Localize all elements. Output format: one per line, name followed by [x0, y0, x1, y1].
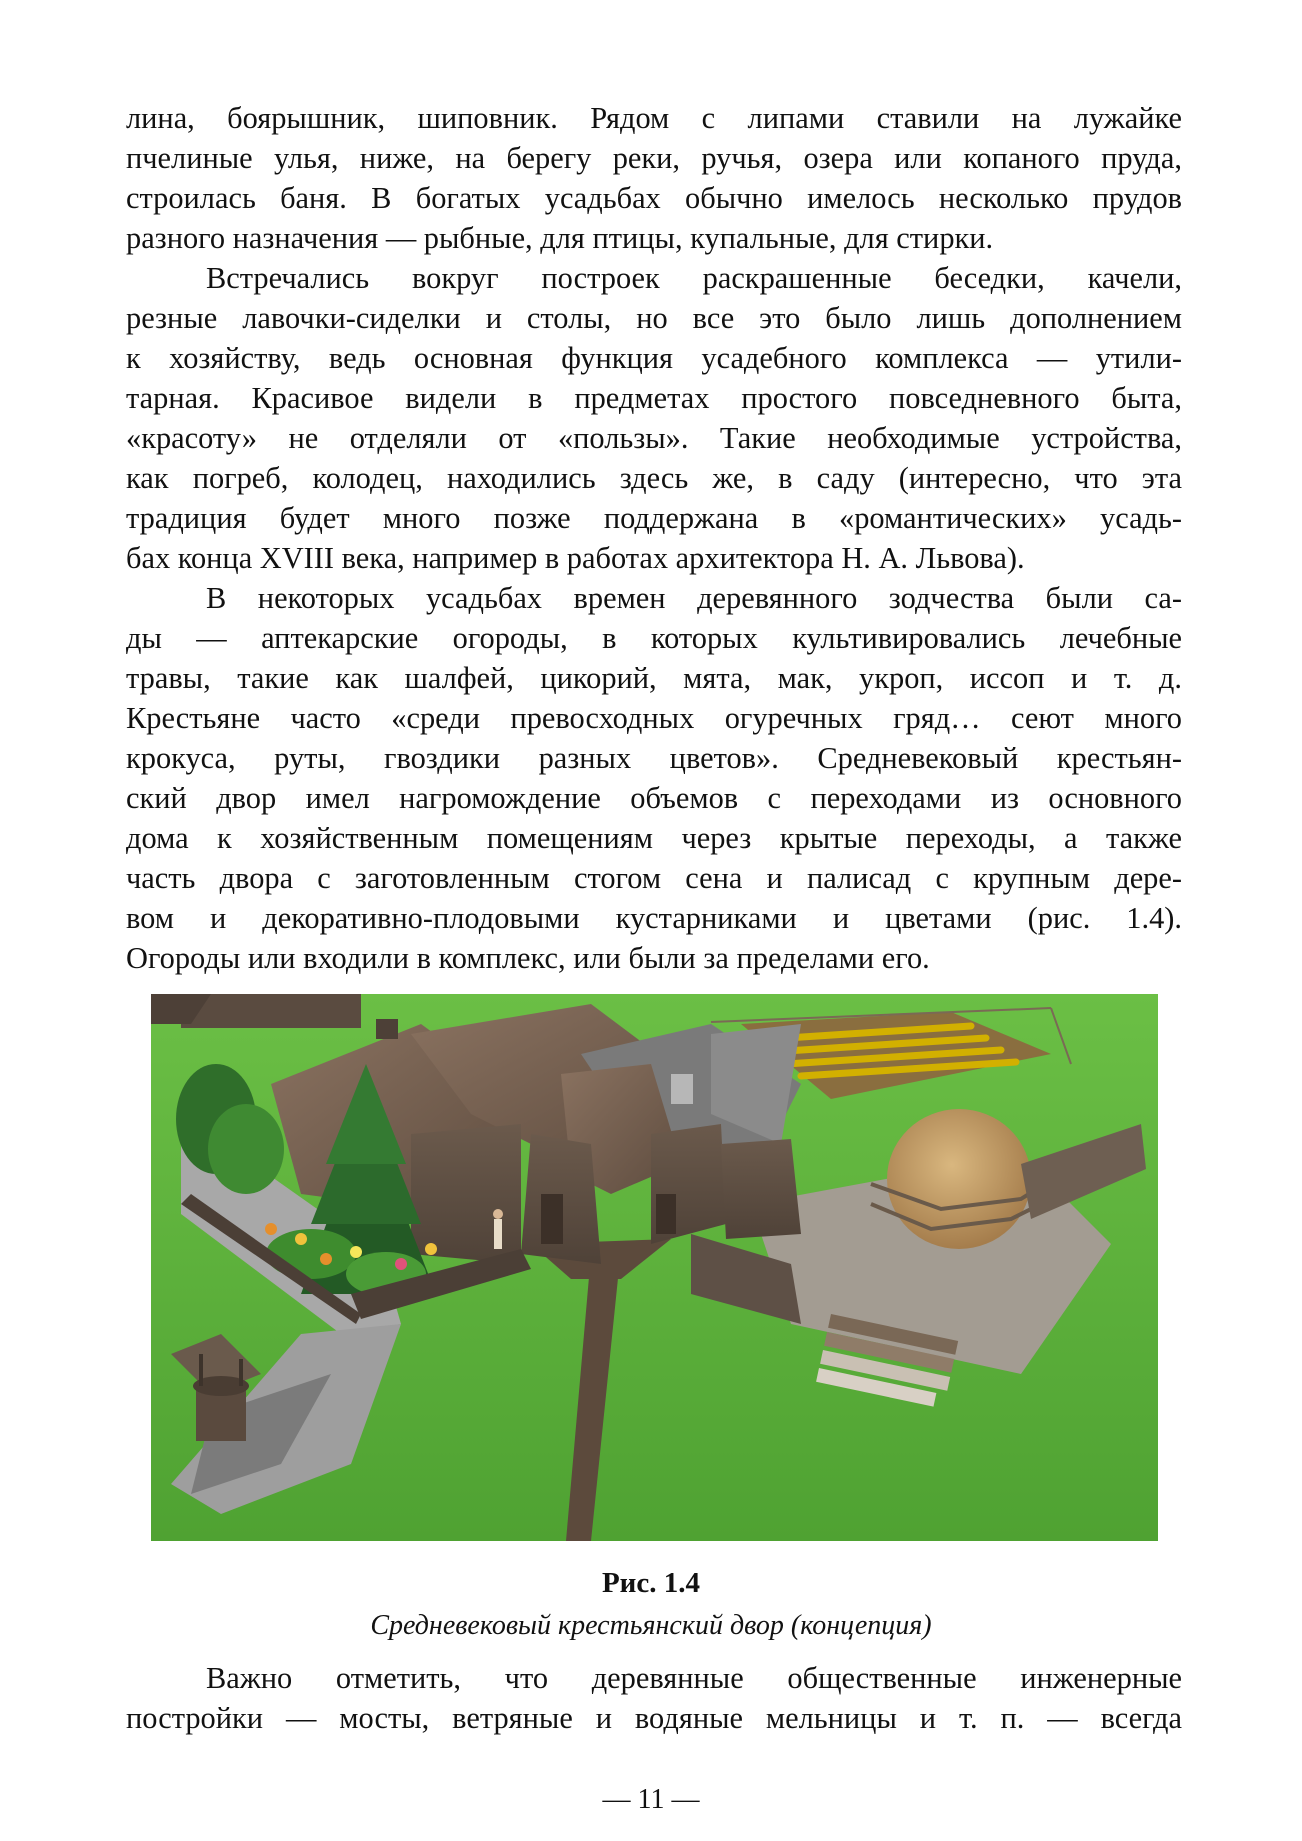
- text-line: травы, такие как шалфей, цикорий, мята, мак, укроп, иссоп и т. д.: [126, 661, 1182, 695]
- text-line: строилась баня. В богатых усадьбах обычно имелось несколько прудов: [126, 181, 1182, 215]
- paragraph-3: [126, 578, 1182, 978]
- paragraph-2: [126, 258, 1182, 578]
- figure-label: Рис. 1.4: [601, 1567, 701, 1599]
- text-line: лина, боярышник, шиповник. Рядом с липами ставили на лужайке: [126, 101, 1182, 135]
- paragraph-4: [126, 1658, 1182, 1738]
- text-line: Крестьяне часто «среди превосходных огуречных гряд… сеют много: [126, 701, 1182, 735]
- paragraph-1: [126, 98, 1182, 258]
- text-line: резные лавочки-сиделки и столы, но все это было лишь дополнением: [126, 301, 1182, 335]
- body-text-top: [126, 98, 1182, 978]
- text-line: пчелиные улья, ниже, на берегу реки, ручья, озера или копаного пруда,: [126, 141, 1182, 175]
- text-line: тарная. Красивое видели в предметах простого повседневного быта,: [126, 381, 1182, 415]
- text-line: Важно отметить, что деревянные общественные инженерные: [206, 1661, 1182, 1695]
- text-line: разного назначения — рыбные, для птицы, купальные, для стирки.: [126, 221, 994, 255]
- text-line: ский двор имел нагромождение объемов с переходами из основного: [126, 781, 1182, 815]
- text-line: к хозяйству, ведь основная функция усадебного комплекса — утили-: [126, 341, 1182, 375]
- text-line: ды — аптекарские огороды, в которых культивировались лечебные: [126, 621, 1182, 655]
- text-line: часть двора с заготовленным стогом сена и палисад с крупным дере-: [126, 861, 1182, 895]
- figure-peasant-courtyard: [151, 994, 1158, 1541]
- text-line: дома к хозяйственным помещениям через крытые переходы, а также: [126, 821, 1182, 855]
- text-line: крокуса, руты, гвоздики разных цветов». Средневековый крестьян-: [126, 741, 1182, 775]
- text-line: «красоту» не отделяли от «пользы». Такие необходимые устройства,: [126, 421, 1182, 455]
- text-line: вом и декоративно-плодовыми кустарниками и цветами (рис. 1.4).: [126, 901, 1182, 935]
- text-line: традиция будет много позже поддержана в «романтических» усадь-: [126, 501, 1182, 535]
- text-line: Огороды или входили в комплекс, или были за пределами его.: [126, 941, 930, 975]
- text-line: постройки — мосты, ветряные и водяные мельницы и т. п. — всегда: [126, 1701, 1182, 1735]
- text-line: Встречались вокруг построек раскрашенные беседки, качели,: [206, 261, 1182, 295]
- body-text-bottom: [126, 1658, 1182, 1738]
- text-line: бах конца XVIII века, например в работах архитектора Н. А. Львова).: [126, 541, 1025, 575]
- page-number: — 11 —: [602, 1784, 700, 1815]
- figure-caption: Средневековый крестьянский двор (концепция): [370, 1610, 932, 1641]
- text-line: как погреб, колодец, находились здесь же, в саду (интересно, что эта: [126, 461, 1182, 495]
- text-line: В некоторых усадьбах времен деревянного зодчества были са-: [206, 581, 1182, 615]
